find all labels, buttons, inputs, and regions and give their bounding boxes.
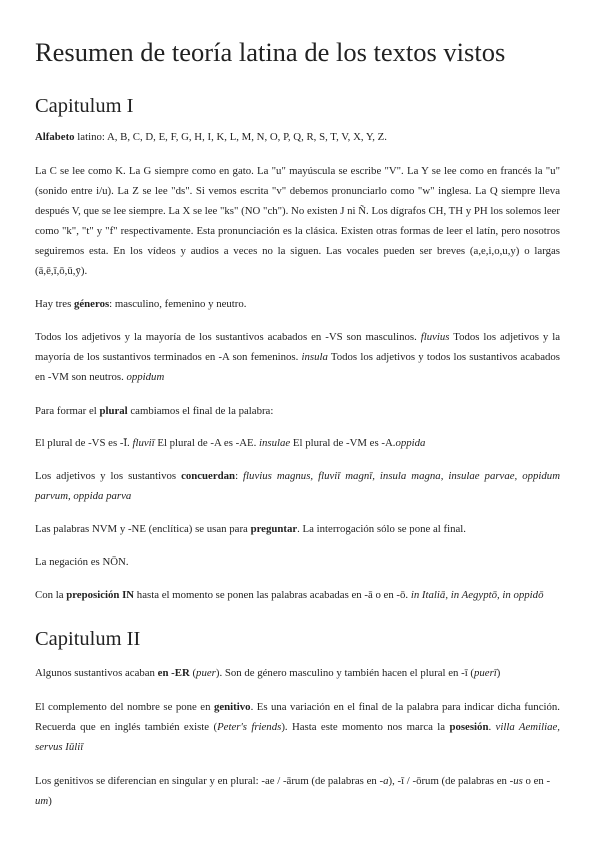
chapter-heading-2: Capitulum II [35, 628, 141, 650]
paragraph-concordancia: Los adjetivos y los sustantivos concuerdan: fluvius magnus, fluviī magnī, insula magna, insulae parvae, oppidum parvum, oppida parva [35, 470, 560, 502]
paragraph-preposicion: Con la preposición IN hasta el momento se ponen las palabras acabadas en -ā o en -ō. in Italiā, in Aegyptō, in oppidō [35, 589, 544, 601]
example-villa-aemiliae: villa Aemiliae, servus Iūliī [35, 721, 560, 753]
paragraph-genitivo: El complemento del nombre se pone en genitivo. Es una variación en el final de la palabra para indicar dicha función. Recuerda que en inglés también existe (Peter's friends). Hasta este momento nos marca la posesión. villa Aemiliae, servus Iūliī [35, 701, 560, 753]
term-en-er: en -ER [157, 667, 190, 679]
paragraph-er: Algunos sustantivos acaban en -ER (puer). Son de género masculino y también hacen el plural en -ī (puerī) [35, 667, 501, 679]
term-concuerdan: concuerdan [181, 470, 236, 482]
paragraph-generos: Hay tres géneros: masculino, femenino y neutro. [35, 298, 247, 310]
paragraph-plural-intro: Para formar el plural cambiamos el final de la palabra: [35, 405, 274, 417]
term-preguntar: preguntar [250, 523, 298, 535]
example-oppidum: oppidum [126, 371, 165, 383]
example-in-italia: in Italiā, in Aegyptō, in oppidō [410, 589, 544, 601]
ending-us: us [513, 775, 523, 787]
example-fluvii: fluviī [132, 437, 155, 449]
term-alfabeto: Alfabeto [35, 131, 75, 143]
example-fluvius: fluvius [420, 331, 450, 343]
document-title: Resumen de teoría latina de los textos vistos [35, 37, 506, 67]
paragraph-plural-reglas: El plural de -VS es -Ī. fluviī El plural de -A es -AE. insulae El plural de -VM es -A.oppida [35, 437, 426, 449]
paragraph-genitivos: Los genitivos se diferencian en singular y en plural: -ae / -ārum (de palabras en -a), -ī / -ōrum (de palabras en -us o en -um) [35, 775, 551, 807]
example-concordancia: fluvius magnus, fluviī magnī, insula magna, insulae parvae, oppidum parvum, oppida parva [35, 470, 560, 502]
term-plural: plural [99, 405, 128, 417]
example-insula: insula [301, 351, 328, 363]
paragraph-pronunciacion: La C se lee como K. La G siempre como en gato. La "u" mayúscula se escribe "V". La Y se lee como en francés la "u" (sonido entre i/u). La Z se lee "ds". Si vemos escrita "v" debemos pronunciarlo como "w" inglesa. La Q siempre lleva después V, que se lee siempre. La X se lee "ks" (NO "ch"). No existen J ni Ñ. Los dígrafos CH, TH y PH los solemos leer como "k", "t" y "f" respectivamente. Esta pronunciación es la clásica. Existen otras formas de leer el latín, pero nosotros seguiremos esta. En los vídeos y audios a veces no la siguen. Las vocales pueden ser breves (a,e,i,o,u,y) o largas (ā,ē,ī,ō,ū,ȳ). [35, 165, 560, 277]
ending-a: a [383, 775, 389, 787]
paragraph-preguntar: Las palabras NVM y -NE (enclítica) se usan para preguntar. La interrogación sólo se pone al final. [35, 523, 466, 535]
example-insulae: insulae [259, 437, 291, 449]
paragraph-negacion: La negación es NŌN. [35, 556, 129, 568]
term-generos: géneros [73, 298, 110, 310]
paragraph-sustantivos: Todos los adjetivos y la mayoría de los sustantivos acabados en -VS son masculinos. fluvius Todos los adjetivos y la mayoría de los sustantivos terminados en -A son femeninos. insula Todos los adjetivos y todos los sustantivos acabados en -VM son neutros. oppidum [35, 331, 560, 383]
example-oppida: oppida [395, 437, 426, 449]
term-genitivo: genitivo [213, 701, 251, 713]
term-preposicion-in: preposición IN [66, 589, 135, 601]
example-puer: puer [196, 667, 216, 679]
example-peters-friends: Peter's friends [217, 721, 282, 733]
paragraph-alfabeto: Alfabeto latino: A, B, C, D, E, F, G, H, I, K, L, M, N, O, P, Q, R, S, T, V, X, Y, Z. [35, 131, 387, 143]
example-pueri: puerī [473, 667, 497, 679]
ending-um: um [35, 795, 49, 807]
term-posesion: posesión [449, 721, 489, 733]
chapter-heading-1: Capitulum I [35, 95, 134, 117]
